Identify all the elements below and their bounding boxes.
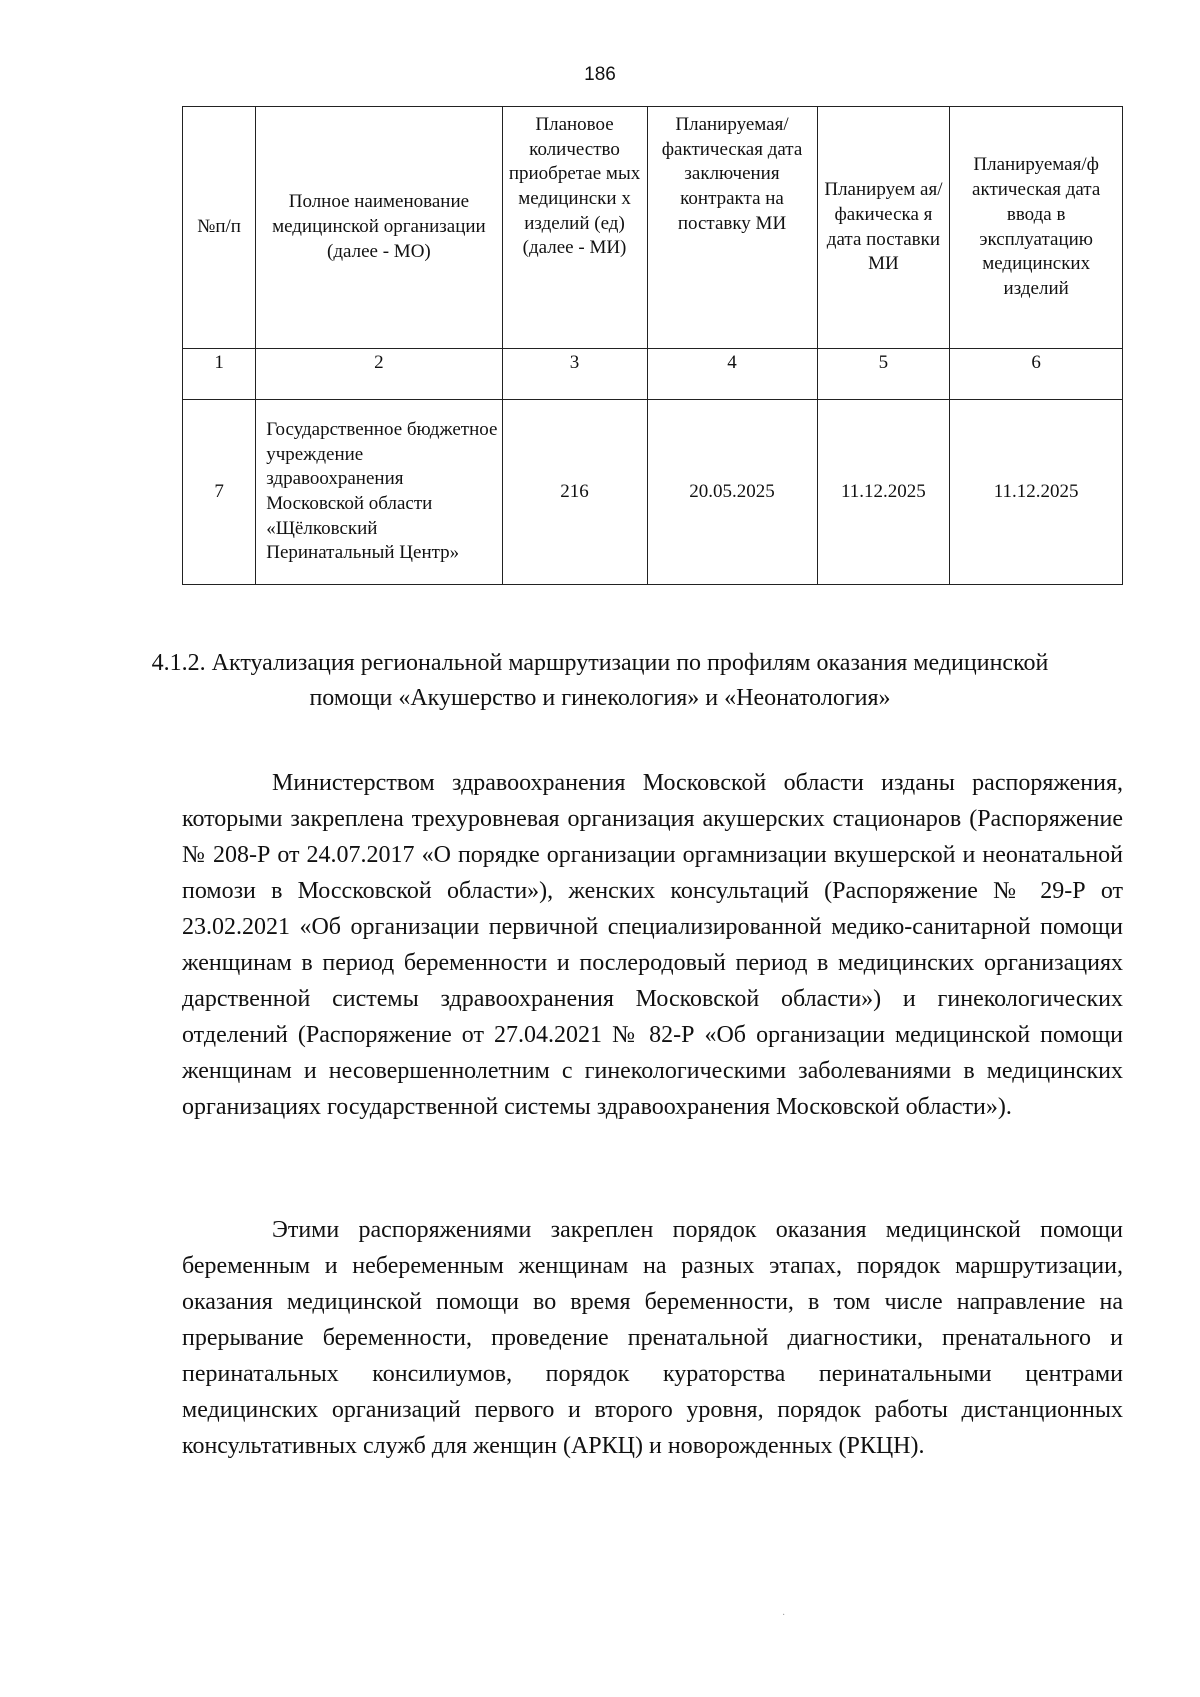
column-number: 3 xyxy=(502,349,647,400)
body-paragraph-1: Министерством здравоохранения Московской области изданы распоряжения, которыми закреплена трехуровневая организация акушерских стационаров (Распоряжение № 208-Р от 24.07.2017 «О порядке организации оргамнизации вкушерской и неонатальной помози в Моссковской области»), женских консультаций (Распоряжение № 29-Р от 23.02.2021 «Об организации первичной специализированной медико-санитарной помощи женщинам в период беременности и послеродовый период в медицинских организациях дарственной системы здравоохранения Московской области») и гинекологических отделений (Распоряжение от 27.04.2021 № 82-Р «Об организации медицинской помощи женщинам и несовершеннолетним с гинекологическими заболеваниями в медицинских организациях государственной системы здравоохранения Московской области»). xyxy=(182,770,1123,1120)
scan-mark: · xyxy=(782,1610,786,1621)
column-number: 1 xyxy=(183,349,256,400)
body-paragraph-2: Этими распоряжениями закреплен порядок оказания медицинской помощи беременным и небеременным женщинам на разных этапах, порядок маршрутизации, оказания медицинской помощи во время беременности, в том числе направление на прерывание беременности, проведение пренатальной диагностики, пренатального и перинатальных консилиумов, порядок кураторства перинатальными центрами медицинских организаций первого и второго уровня, порядок работы дистанционных консультативных служб для женщин (АРКЦ) и новорожденных (РКЦН). xyxy=(182,1217,1123,1459)
header-delivery-date: Планируем ая/ факическа я дата поставки МИ xyxy=(817,107,950,349)
header-commissioning-date: Планируемая/ф актическая дата ввода в эксплуатацию медицинских изделий xyxy=(950,107,1123,349)
row-number: 7 xyxy=(183,400,256,585)
header-number: №п/п xyxy=(183,107,256,349)
header-contract-date: Планируемая/ фактическая дата заключения контракта на поставку МИ xyxy=(647,107,817,349)
header-organization: Полное наименование медицинской организации (далее - МО) xyxy=(256,107,502,349)
row-commissioning-date: 11.12.2025 xyxy=(950,400,1123,585)
column-number: 2 xyxy=(256,349,502,400)
row-organization: Государственное бюджетное учреждение здравоохранения Московской области «Щёлковский Перинатальный Центр» xyxy=(256,400,502,585)
medical-devices-table xyxy=(182,106,1123,585)
row-contract-date: 20.05.2025 xyxy=(647,400,817,585)
header-quantity: Плановое количество приобретае мых медицински х изделий (ед) (далее - МИ) xyxy=(502,107,647,349)
page-number: 186 xyxy=(584,64,616,85)
column-number-row xyxy=(183,349,1123,400)
row-quantity: 216 xyxy=(502,400,647,585)
column-number: 4 xyxy=(647,349,817,400)
table-row xyxy=(183,400,1123,585)
column-number: 5 xyxy=(817,349,950,400)
row-delivery-date: 11.12.2025 xyxy=(817,400,950,585)
section-heading: 4.1.2. Актуализация региональной маршрутизации по профилям оказания медицинской помощи «Акушерство и гинекология» и «Неонатология» xyxy=(151,650,1049,711)
column-number: 6 xyxy=(950,349,1123,400)
table-header-row xyxy=(183,107,1123,349)
